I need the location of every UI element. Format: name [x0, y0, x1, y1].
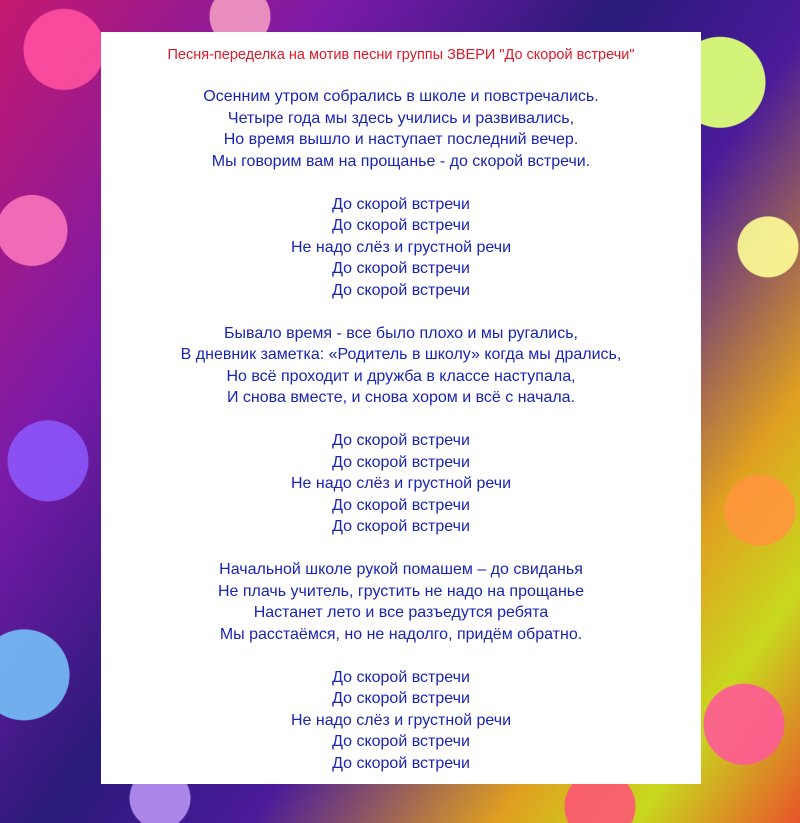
lyrics-card — [101, 32, 701, 784]
lyric-line: Не надо слёз и грустной речи — [290, 475, 512, 492]
lyric-line: До скорой встречи — [332, 453, 470, 471]
lyric-line: До скорой встречи — [332, 432, 470, 449]
stanza — [101, 667, 701, 775]
stanza — [101, 86, 701, 172]
song-title: Песня-переделка на мотив песни группы ЗВЕРИ "До скорой встречи" — [167, 47, 635, 63]
lyric-line: Настанет лето и все разъедутся ребята — [253, 604, 549, 621]
lyric-line: Осенним утром собрались в школе и повстречались. — [203, 88, 599, 105]
stanza — [101, 194, 701, 302]
lyric-line: До скорой встречи — [332, 195, 470, 213]
stanza — [101, 323, 701, 409]
lyric-line: До скорой встречи — [332, 281, 470, 299]
lyric-line: До скорой встречи — [332, 217, 470, 234]
lyric-line: До скорой встречи — [332, 518, 470, 535]
lyric-line: Четыре года мы здесь учились и развивались, — [227, 109, 575, 127]
lyric-line: До скорой встречи — [332, 733, 470, 750]
stanza — [101, 559, 701, 645]
lyric-line: До скорой встречи — [332, 260, 470, 277]
lyric-line: Не надо слёз и грустной речи — [290, 711, 512, 729]
lyrics-body — [101, 86, 701, 774]
lyric-line: Мы говорим вам на прощанье - до скорой встречи. — [211, 152, 591, 170]
lyric-line: До скорой встречи — [332, 754, 470, 772]
lyric-line: И снова вместе, и снова хором и всё с начала. — [226, 389, 576, 406]
lyric-line: Не надо слёз и грустной речи — [290, 238, 512, 256]
lyric-line: До скорой встречи — [332, 690, 470, 707]
lyric-line: В дневник заметка: «Родитель в школу» когда мы дрались, — [180, 346, 622, 363]
lyric-line: Мы расстаёмся, но не надолго, придём обратно. — [219, 625, 583, 643]
lyric-line: Но время вышло и наступает последний вечер. — [223, 131, 579, 148]
lyric-line: Начальной школе рукой помашем – до свиданья — [219, 561, 583, 578]
lyric-line: Бывало время - все было плохо и мы ругались, — [224, 324, 578, 342]
lyric-line: Но всё проходит и дружба в классе наступала, — [226, 367, 576, 385]
lyric-line: Не плачь учитель, грустить не надо на прощанье — [217, 582, 585, 600]
lyric-line: До скорой встречи — [332, 668, 470, 686]
lyric-line: До скорой встречи — [332, 496, 470, 514]
stanza — [101, 430, 701, 538]
